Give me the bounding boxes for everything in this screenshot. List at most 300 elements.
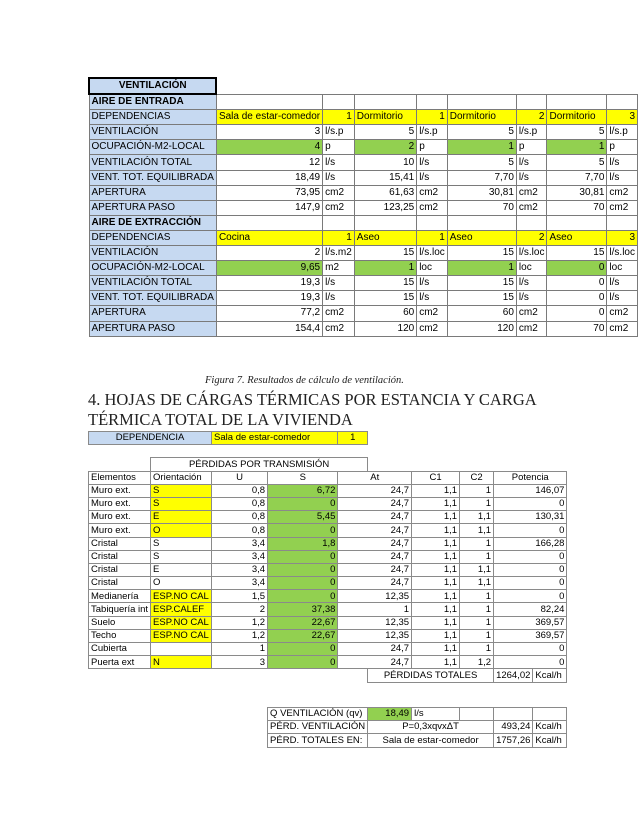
blank-cell <box>516 215 547 230</box>
cell-at: 24,7 <box>338 643 412 656</box>
cell-c2: 1 <box>460 497 494 510</box>
header-row <box>89 471 567 484</box>
blank-cell <box>216 215 322 230</box>
cell-at: 24,7 <box>338 497 412 510</box>
blank-cell <box>494 432 533 445</box>
value-cell: 5 <box>447 155 516 170</box>
blank-cell <box>89 695 151 708</box>
blank-cell <box>212 445 268 458</box>
cell-elemento: Cristal <box>89 563 151 576</box>
blank-cell <box>338 682 368 695</box>
row-label: VENT. TOT. EQUILIBRADA <box>89 291 216 306</box>
cell-c1: 1,1 <box>412 643 460 656</box>
cell-s: 22,67 <box>268 629 338 642</box>
spacer-row <box>89 695 567 708</box>
cell-c1: 1,1 <box>412 537 460 550</box>
cell-u: 3,4 <box>212 577 268 590</box>
cell-s: 0 <box>268 550 338 563</box>
value-cell: 77,2 <box>216 306 322 321</box>
blank-cell <box>212 682 268 695</box>
cell-elemento: Cristal <box>89 577 151 590</box>
section-label: AIRE DE ENTRADA <box>89 94 216 110</box>
blank-cell <box>216 94 322 110</box>
blank-cell <box>412 682 460 695</box>
blank-cell <box>89 707 151 720</box>
cell-c1: 1,1 <box>412 656 460 669</box>
cell-u: 3,4 <box>212 537 268 550</box>
kcal-unit: Kcal/h <box>533 669 567 682</box>
blank-cell <box>516 78 547 94</box>
value-cell: 5 <box>447 125 516 140</box>
row-label: OCUPACIÓN-M2-LOCAL <box>89 261 216 276</box>
unit-cell: cm2 <box>323 185 355 200</box>
perd-totales-value: 1757,26 <box>494 734 533 747</box>
unit-cell: p <box>323 140 355 155</box>
cell-s: 0 <box>268 563 338 576</box>
value-cell: 18,49 <box>216 170 322 185</box>
qvent-unit: l/s <box>412 707 460 720</box>
unit-cell: cm2 <box>417 185 448 200</box>
table-row <box>89 656 567 669</box>
blank-cell <box>533 445 567 458</box>
table-row <box>89 246 638 261</box>
blank-cell <box>268 682 338 695</box>
cell-c1: 1,1 <box>412 629 460 642</box>
row-label: VENTILACIÓN <box>89 246 216 261</box>
cell-orientacion: S <box>151 550 212 563</box>
value-cell: 123,25 <box>354 200 416 215</box>
table-row <box>89 291 638 306</box>
cell-c2: 1 <box>460 590 494 603</box>
value-cell: 73,95 <box>216 185 322 200</box>
table-row <box>89 497 567 510</box>
blank-cell <box>533 695 567 708</box>
unit-cell: m2 <box>323 261 355 276</box>
cell-potencia: 0 <box>494 550 567 563</box>
dependencia-index: 2 <box>516 230 547 245</box>
unit-cell: l/s <box>417 155 448 170</box>
value-cell: 0 <box>547 261 607 276</box>
blank-cell <box>368 695 412 708</box>
blank-cell <box>447 215 516 230</box>
dependencia-index: 2 <box>516 110 547 125</box>
value-cell: 120 <box>447 321 516 336</box>
unit-cell: l/s.loc <box>516 246 547 261</box>
blank-cell <box>447 78 516 94</box>
row-label: VENTILACIÓN TOTAL <box>89 276 216 291</box>
cell-u: 0,8 <box>212 497 268 510</box>
dependencia-name: Aseo <box>547 230 607 245</box>
perd-vent-formula: P=0,3xqvxΔT <box>368 721 494 734</box>
cell-c2: 1 <box>460 537 494 550</box>
table-row <box>89 155 638 170</box>
cell-orientacion: S <box>151 484 212 497</box>
cell-c1: 1,1 <box>412 497 460 510</box>
blank-cell <box>368 445 412 458</box>
unit-cell: l/s <box>323 170 355 185</box>
row-label: DEPENDENCIAS <box>89 110 216 125</box>
unit-cell: l/s <box>417 276 448 291</box>
unit-cell: cm2 <box>516 200 547 215</box>
blank-cell <box>412 432 460 445</box>
cargas-termicas-table <box>88 431 567 748</box>
unit-cell: cm2 <box>417 306 448 321</box>
title-row <box>89 78 638 94</box>
cell-elemento: Muro ext. <box>89 497 151 510</box>
table-row <box>89 590 567 603</box>
table-row <box>89 563 567 576</box>
qvent-value: 18,49 <box>368 707 412 720</box>
unit-cell: l/s <box>417 291 448 306</box>
cell-orientacion: ESP.NO CAL <box>151 616 212 629</box>
column-header: C2 <box>460 471 494 484</box>
value-cell: 19,3 <box>216 276 322 291</box>
cell-at: 24,7 <box>338 550 412 563</box>
unit-cell: l/s <box>607 155 638 170</box>
cell-at: 12,35 <box>338 629 412 642</box>
value-cell: 15 <box>354 246 416 261</box>
section-row <box>89 215 638 230</box>
dependencia-index: 1 <box>323 110 355 125</box>
perd-totales-row <box>89 734 567 747</box>
cell-orientacion: N <box>151 656 212 669</box>
unit-cell: l/s.loc <box>417 246 448 261</box>
cell-at: 12,35 <box>338 590 412 603</box>
cell-orientacion <box>151 643 212 656</box>
perdidas-totales-row <box>89 669 567 682</box>
cell-c1: 1,1 <box>412 563 460 576</box>
cell-orientacion: O <box>151 577 212 590</box>
value-cell: 15 <box>547 246 607 261</box>
blank-cell <box>216 78 322 94</box>
cell-u: 1 <box>212 643 268 656</box>
blank-cell <box>89 445 151 458</box>
value-cell: 1 <box>354 261 416 276</box>
cell-u: 0,8 <box>212 484 268 497</box>
cell-u: 0,8 <box>212 524 268 537</box>
kcal-unit: Kcal/h <box>533 721 567 734</box>
blank-cell <box>460 682 494 695</box>
blank-cell <box>460 695 494 708</box>
blank-cell <box>412 458 460 471</box>
cell-potencia: 0 <box>494 563 567 576</box>
value-cell: 9,65 <box>216 261 322 276</box>
qvent-label: Q VENTILACIÓN (qv) <box>268 707 368 720</box>
unit-cell: p <box>516 140 547 155</box>
cell-c1: 1,1 <box>412 616 460 629</box>
blank-cell <box>151 695 212 708</box>
blank-cell <box>494 682 533 695</box>
table-row <box>89 484 567 497</box>
cell-u: 1,5 <box>212 590 268 603</box>
blank-cell <box>460 432 494 445</box>
dependencia-name: Dormitorio <box>447 110 516 125</box>
dependencia-name: Aseo <box>447 230 516 245</box>
blank-cell <box>607 94 638 110</box>
blank-cell <box>151 682 212 695</box>
blank-cell <box>547 215 607 230</box>
cell-c1: 1,1 <box>412 484 460 497</box>
cell-s: 0 <box>268 656 338 669</box>
unit-cell: l/s <box>516 155 547 170</box>
table-row <box>89 170 638 185</box>
cell-potencia: 0 <box>494 524 567 537</box>
unit-cell: l/s.m2 <box>323 246 355 261</box>
unit-cell: cm2 <box>323 200 355 215</box>
dependencia-row <box>89 432 567 445</box>
cell-elemento: Muro ext. <box>89 511 151 524</box>
value-cell: 70 <box>447 200 516 215</box>
blank-cell <box>338 445 368 458</box>
unit-cell: l/s.loc <box>607 246 638 261</box>
value-cell: 120 <box>354 321 416 336</box>
blank-cell <box>268 669 338 682</box>
blank-cell <box>354 215 416 230</box>
perd-vent-value: 493,24 <box>494 721 533 734</box>
unit-cell: loc <box>417 261 448 276</box>
cell-s: 0 <box>268 524 338 537</box>
value-cell: 19,3 <box>216 291 322 306</box>
blank-cell <box>151 669 212 682</box>
table-row <box>89 511 567 524</box>
blank-cell <box>412 445 460 458</box>
value-cell: 15 <box>447 291 516 306</box>
cell-c2: 1 <box>460 484 494 497</box>
unit-cell: l/s.p <box>323 125 355 140</box>
blank-cell <box>338 669 368 682</box>
cell-elemento: Medianería <box>89 590 151 603</box>
unit-cell: l/s <box>516 276 547 291</box>
cell-potencia: 369,57 <box>494 629 567 642</box>
dependencia-value: Sala de estar-comedor <box>212 432 338 445</box>
blank-cell <box>494 445 533 458</box>
row-label: OCUPACIÓN-M2-LOCAL <box>89 140 216 155</box>
column-header: C1 <box>412 471 460 484</box>
cell-c2: 1 <box>460 550 494 563</box>
cell-potencia: 146,07 <box>494 484 567 497</box>
cell-at: 24,7 <box>338 524 412 537</box>
table-row <box>89 140 638 155</box>
cell-elemento: Cubierta <box>89 643 151 656</box>
blank-cell <box>323 78 355 94</box>
blank-cell <box>533 458 567 471</box>
cell-at: 24,7 <box>338 563 412 576</box>
value-cell: 2 <box>216 246 322 261</box>
value-cell: 5 <box>547 125 607 140</box>
unit-cell: l/s <box>607 276 638 291</box>
unit-cell: cm2 <box>323 306 355 321</box>
unit-cell: l/s <box>516 291 547 306</box>
table-row <box>89 321 638 336</box>
unit-cell: cm2 <box>516 185 547 200</box>
blank-cell <box>89 669 151 682</box>
value-cell: 5 <box>547 155 607 170</box>
perd-vent-label: PÉRD. VENTILACIÓN <box>268 721 368 734</box>
dependencia-index: 1 <box>323 230 355 245</box>
unit-cell: cm2 <box>607 306 638 321</box>
value-cell: 15 <box>447 246 516 261</box>
cell-u: 3 <box>212 656 268 669</box>
cell-c2: 1,1 <box>460 563 494 576</box>
blank-cell <box>354 94 416 110</box>
cell-s: 0 <box>268 497 338 510</box>
blank-cell <box>268 695 338 708</box>
blank-cell <box>607 78 638 94</box>
unit-cell: l/s.p <box>516 125 547 140</box>
cell-elemento: Muro ext. <box>89 484 151 497</box>
blank-cell <box>607 215 638 230</box>
cell-s: 37,38 <box>268 603 338 616</box>
blank-cell <box>460 458 494 471</box>
cell-c1: 1,1 <box>412 577 460 590</box>
cell-potencia: 0 <box>494 656 567 669</box>
value-cell: 60 <box>354 306 416 321</box>
dependencia-name: Sala de estar-comedor <box>216 110 322 125</box>
cell-potencia: 0 <box>494 577 567 590</box>
cell-potencia: 0 <box>494 590 567 603</box>
cell-elemento: Techo <box>89 629 151 642</box>
cell-c1: 1,1 <box>412 550 460 563</box>
cell-elemento: Cristal <box>89 550 151 563</box>
spacer-row <box>89 682 567 695</box>
row-label: VENTILACIÓN <box>89 125 216 140</box>
value-cell: 5 <box>354 125 416 140</box>
blank-cell <box>368 458 412 471</box>
cell-s: 22,67 <box>268 616 338 629</box>
unit-cell: cm2 <box>417 321 448 336</box>
unit-cell: l/s <box>516 170 547 185</box>
cell-potencia: 0 <box>494 497 567 510</box>
figure-caption: Figura 7. Resultados de cálculo de ventilación. <box>205 375 404 386</box>
table-row <box>89 537 567 550</box>
dependencia-index: 3 <box>607 230 638 245</box>
table-row <box>89 550 567 563</box>
blank-cell <box>323 215 355 230</box>
cell-at: 12,35 <box>338 616 412 629</box>
cell-s: 5,45 <box>268 511 338 524</box>
cell-elemento: Puerta ext <box>89 656 151 669</box>
value-cell: 3 <box>216 125 322 140</box>
blank-cell <box>212 734 268 747</box>
blank-cell <box>516 94 547 110</box>
row-label: APERTURA <box>89 185 216 200</box>
value-cell: 0 <box>547 291 607 306</box>
value-cell: 154,4 <box>216 321 322 336</box>
value-cell: 10 <box>354 155 416 170</box>
cell-u: 3,4 <box>212 550 268 563</box>
cell-s: 6,72 <box>268 484 338 497</box>
perd-totales-label: PÉRD. TOTALES EN: <box>268 734 368 747</box>
cell-elemento: Muro ext. <box>89 524 151 537</box>
cell-s: 0 <box>268 590 338 603</box>
cell-c1: 1,1 <box>412 590 460 603</box>
blank-cell <box>417 78 448 94</box>
blank-cell <box>89 721 151 734</box>
cell-orientacion: S <box>151 497 212 510</box>
cell-elemento: Cristal <box>89 537 151 550</box>
value-cell: 15 <box>447 276 516 291</box>
cell-u: 2 <box>212 603 268 616</box>
cell-c2: 1 <box>460 616 494 629</box>
blank-cell <box>151 445 212 458</box>
value-cell: 12 <box>216 155 322 170</box>
unit-cell: cm2 <box>607 321 638 336</box>
cell-orientacion: E <box>151 563 212 576</box>
cell-orientacion: S <box>151 537 212 550</box>
column-header: Elementos <box>89 471 151 484</box>
cell-s: 0 <box>268 643 338 656</box>
kcal-unit: Kcal/h <box>533 734 567 747</box>
cell-at: 24,7 <box>338 484 412 497</box>
cell-potencia: 166,28 <box>494 537 567 550</box>
value-cell: 0 <box>547 306 607 321</box>
cell-c2: 1 <box>460 629 494 642</box>
section-heading: 4. HOJAS DE CÁRGAS TÉRMICAS POR ESTANCIA Y CARGA TÉRMICA TOTAL DE LA VIVIENDA <box>88 390 536 429</box>
unit-cell: cm2 <box>417 200 448 215</box>
unit-cell: l/s <box>323 276 355 291</box>
blank-cell <box>151 734 212 747</box>
row-label: APERTURA PASO <box>89 321 216 336</box>
blank-cell <box>547 78 607 94</box>
unit-cell: p <box>607 140 638 155</box>
cell-at: 24,7 <box>338 577 412 590</box>
row-label: APERTURA PASO <box>89 200 216 215</box>
blank-cell <box>212 669 268 682</box>
table-row <box>89 276 638 291</box>
perd-vent-row <box>89 721 567 734</box>
table-row <box>89 200 638 215</box>
table-row <box>89 185 638 200</box>
cell-u: 0,8 <box>212 511 268 524</box>
dependencia-num: 1 <box>338 432 368 445</box>
perd-totales-room: Sala de estar-comedor <box>368 734 494 747</box>
perdidas-title-row <box>89 458 567 471</box>
unit-cell: loc <box>516 261 547 276</box>
blank-cell <box>417 215 448 230</box>
value-cell: 1 <box>447 261 516 276</box>
cell-s: 1,8 <box>268 537 338 550</box>
blank-cell <box>354 78 416 94</box>
blank-cell <box>151 707 212 720</box>
blank-cell <box>447 94 516 110</box>
row-label: VENT. TOT. EQUILIBRADA <box>89 170 216 185</box>
dependencia-index: 3 <box>607 110 638 125</box>
table-row <box>89 629 567 642</box>
unit-cell: cm2 <box>607 200 638 215</box>
cell-c1: 1,1 <box>412 524 460 537</box>
blank-cell <box>89 458 151 471</box>
section-row <box>89 94 638 110</box>
unit-cell: l/s <box>607 291 638 306</box>
cell-c2: 1,1 <box>460 577 494 590</box>
cell-orientacion: ESP.NO CAL <box>151 590 212 603</box>
unit-cell: l/s <box>417 170 448 185</box>
unit-cell: cm2 <box>323 321 355 336</box>
unit-cell: cm2 <box>607 185 638 200</box>
cell-at: 1 <box>338 603 412 616</box>
blank-cell <box>494 458 533 471</box>
cell-c2: 1,1 <box>460 524 494 537</box>
table-row <box>89 616 567 629</box>
column-header: Potencia <box>494 471 567 484</box>
value-cell: 30,81 <box>447 185 516 200</box>
table-row <box>89 306 638 321</box>
value-cell: 7,70 <box>447 170 516 185</box>
unit-cell: l/s <box>323 155 355 170</box>
value-cell: 1 <box>447 140 516 155</box>
cell-elemento: Tabiquería int <box>89 603 151 616</box>
table-row <box>89 603 567 616</box>
